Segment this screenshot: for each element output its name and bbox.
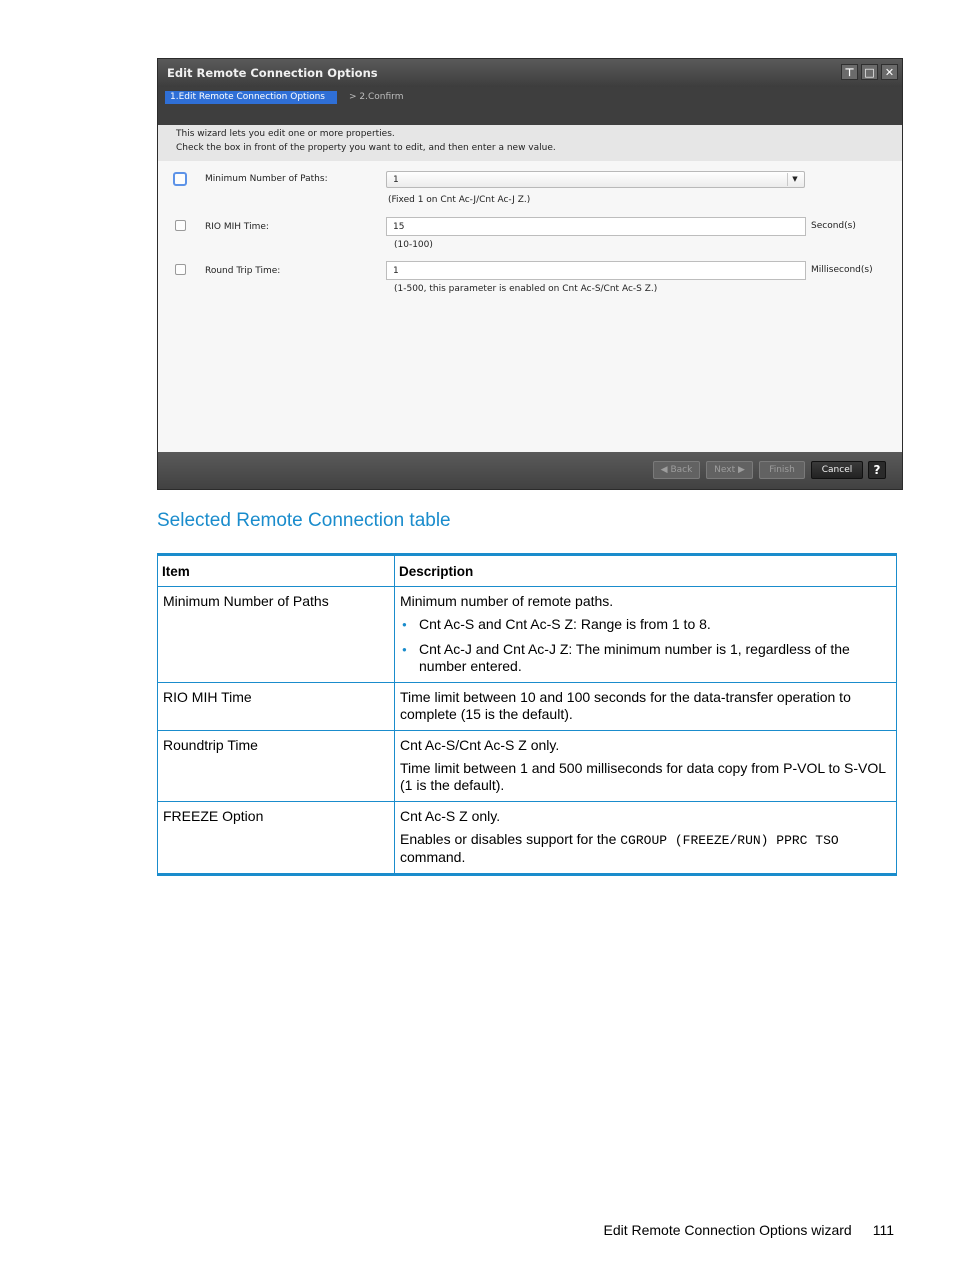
rio-mih-value: 15 (393, 222, 405, 232)
table-row (158, 731, 897, 802)
wizard-footer (158, 452, 902, 490)
min-paths-checkbox[interactable] (173, 172, 187, 186)
table-header-row (158, 555, 897, 587)
row-item: Roundtrip Time (158, 731, 395, 802)
finish-button[interactable]: Finish (759, 461, 805, 479)
description-text: Minimum number of remote paths. (400, 593, 614, 609)
help-button[interactable]: ? (868, 461, 886, 479)
page-footer (603, 1222, 894, 1238)
list-item: ● Cnt Ac-S and Cnt Ac-S Z: Range is from 1 to 8. (419, 616, 891, 633)
min-paths-value: 1 (393, 175, 399, 185)
pin-icon[interactable]: ⊤ (841, 64, 858, 80)
code-command: CGROUP (FREEZE/RUN) PPRC TSO (620, 833, 839, 848)
description-suffix: command. (400, 849, 466, 865)
round-trip-input[interactable] (386, 261, 806, 280)
remote-connection-table (157, 553, 897, 876)
description-prefix: Enables or disables support for the (400, 831, 621, 847)
next-button[interactable]: Next ▶ (706, 461, 753, 479)
maximize-icon[interactable]: □ (861, 64, 878, 80)
row-item: Minimum Number of Paths (158, 587, 395, 683)
window-controls (841, 64, 898, 80)
header-description: Description (395, 555, 897, 587)
step-edit-options: 1.Edit Remote Connection Options (165, 91, 337, 104)
round-trip-checkbox[interactable] (175, 264, 186, 275)
rio-mih-label: RIO MIH Time: (205, 222, 269, 232)
rio-mih-input[interactable] (386, 217, 806, 236)
wizard-dialog (157, 58, 903, 490)
instruction-line-1: This wizard lets you edit one or more properties. (176, 129, 395, 139)
table-row (158, 802, 897, 875)
round-trip-value: 1 (393, 266, 399, 276)
dialog-title: Edit Remote Connection Options (167, 66, 378, 80)
description-text: Cnt Ac-S Z only. (400, 808, 501, 824)
back-button[interactable]: ◀ Back (653, 461, 700, 479)
rio-mih-hint: (10-100) (394, 240, 433, 250)
description-text: Time limit between 10 and 100 seconds for the data-transfer operation to complete (15 is the default). (400, 689, 851, 722)
description-list (400, 616, 891, 675)
round-trip-hint: (1-500, this parameter is enabled on Cnt Ac-S/Cnt Ac-S Z.) (394, 284, 658, 294)
footer-title: Edit Remote Connection Options wizard (603, 1222, 852, 1238)
page-number: 111 (872, 1222, 894, 1238)
row-description (395, 802, 897, 875)
row-item: FREEZE Option (158, 802, 395, 875)
min-paths-select[interactable] (386, 171, 805, 188)
description-text: Cnt Ac-S/Cnt Ac-S Z only. (400, 737, 560, 753)
table-row (158, 587, 897, 683)
min-paths-label: Minimum Number of Paths: (205, 174, 328, 184)
min-paths-hint: (Fixed 1 on Cnt Ac-J/Cnt Ac-J Z.) (388, 195, 531, 205)
list-item: ● Cnt Ac-J and Cnt Ac-J Z: The minimum number is 1, regardless of the number entered. (419, 641, 891, 675)
close-icon[interactable]: ✕ (881, 64, 898, 80)
description-text: Time limit between 1 and 500 milliseconds for data copy from P-VOL to S-VOL (1 is the default). (400, 760, 886, 793)
cancel-button[interactable]: Cancel (811, 461, 863, 479)
step-confirm: > 2.Confirm (349, 92, 404, 102)
row-item: RIO MIH Time (158, 683, 395, 731)
row-description (395, 683, 897, 731)
row-description (395, 587, 897, 683)
row-description (395, 731, 897, 802)
wizard-form (158, 161, 902, 452)
wizard-instructions (158, 125, 902, 161)
table-row (158, 683, 897, 731)
chevron-down-icon[interactable]: ▼ (787, 173, 802, 186)
round-trip-unit: Millisecond(s) (811, 265, 873, 275)
header-item: Item (158, 555, 395, 587)
dialog-titlebar (158, 59, 902, 87)
rio-mih-checkbox[interactable] (175, 220, 186, 231)
section-title: Selected Remote Connection table (157, 510, 451, 531)
description-text (400, 831, 891, 866)
wizard-steps (158, 87, 902, 125)
round-trip-label: Round Trip Time: (205, 266, 281, 276)
rio-mih-unit: Second(s) (811, 221, 856, 231)
instruction-line-2: Check the box in front of the property you want to edit, and then enter a new value. (176, 143, 556, 153)
